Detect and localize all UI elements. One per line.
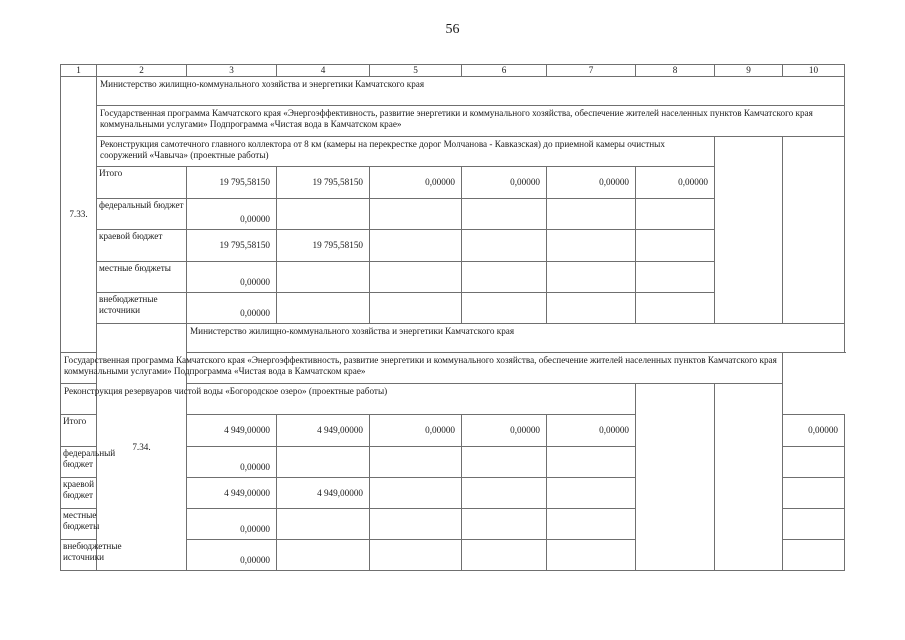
amount-cell [462,478,547,509]
amount-cell [547,509,636,540]
amount-cell [462,540,547,571]
amount-cell [370,478,462,509]
column-number: 3 [187,65,277,77]
funding-source-label: федеральный бюджет [97,199,187,230]
amount-cell: 19 795,58150 [277,230,370,262]
amount-cell [277,447,370,478]
amount-cell: 0,00000 [547,167,636,199]
amount-cell [783,447,845,478]
column-number: 8 [636,65,715,77]
amount-cell [462,262,547,293]
column-number: 7 [547,65,636,77]
amount-cell [370,230,462,262]
program-name: Государственная программа Камчатского края «Энергоэффективность, развитие энергетики и коммунального хозяйства, обеспечение жителей населенных пунктов Камчатского края коммунальными услугами» Подпрограмма «Чистая вода в Камчатском крае» [61,353,783,384]
amount-cell [277,262,370,293]
column-number: 5 [370,65,462,77]
column-number: 6 [462,65,547,77]
amount-cell: 4 949,00000 [187,415,277,447]
amount-cell [370,199,462,230]
project-name: Реконструкция самотечного главного коллектора от 8 км (камеры на перекрестке дорог Молчанова - Кавказская) до приемной камеры очистных сооружений «Чавыча» (проектные работы) [97,137,715,167]
amount-cell: 0,00000 [187,540,277,571]
amount-cell [277,540,370,571]
budget-table [60,64,845,571]
funding-source-label: Итого [61,415,97,447]
amount-cell: 4 949,00000 [277,415,370,447]
amount-cell: 4 949,00000 [277,478,370,509]
section-project-row [61,384,845,415]
amount-cell: 4 949,00000 [187,478,277,509]
amount-cell [636,199,715,230]
section-program-row [61,353,845,384]
page-number: 56 [445,22,460,37]
column-number: 10 [783,65,845,77]
funding-source-label: внебюджетные источники [61,540,97,571]
section-number: 7.34. [97,324,187,571]
amount-cell [462,447,547,478]
column-number: 9 [715,65,783,77]
amount-cell [370,447,462,478]
amount-cell [462,230,547,262]
column-number: 2 [97,65,187,77]
amount-cell: 0,00000 [370,415,462,447]
amount-cell [636,293,715,324]
amount-cell [370,509,462,540]
amount-cell [547,447,636,478]
amount-cell: 0,00000 [370,167,462,199]
amount-cell [547,199,636,230]
section-number: 7.33. [61,77,97,353]
amount-cell: 0,00000 [187,293,277,324]
amount-cell [462,509,547,540]
amount-cell [277,509,370,540]
amount-cell: 0,00000 [187,262,277,293]
column-10-cell [715,384,783,571]
funding-source-label: краевой бюджет [61,478,97,509]
section-ministry-row [61,77,845,106]
column-number-row [61,65,845,77]
amount-cell [783,478,845,509]
amount-cell: 19 795,58150 [277,167,370,199]
amount-cell [547,293,636,324]
amount-cell: 19 795,58150 [187,230,277,262]
amount-cell [636,230,715,262]
amount-cell [462,293,547,324]
section-project-row [61,137,845,167]
column-9-cell [636,384,715,571]
amount-cell [277,199,370,230]
ministry-name: Министерство жилищно-коммунального хозяйства и энергетики Камчатского края [97,77,845,106]
amount-cell [547,262,636,293]
amount-cell [370,293,462,324]
amount-cell: 0,00000 [636,167,715,199]
amount-cell: 0,00000 [462,167,547,199]
amount-cell [547,230,636,262]
amount-cell [370,262,462,293]
amount-cell [277,293,370,324]
ministry-name: Министерство жилищно-коммунального хозяйства и энергетики Камчатского края [187,324,845,353]
column-number: 1 [61,65,97,77]
amount-cell: 0,00000 [547,415,636,447]
amount-cell: 0,00000 [187,509,277,540]
amount-cell: 0,00000 [187,447,277,478]
amount-cell [783,540,845,571]
funding-source-label: федеральный бюджет [61,447,97,478]
program-name: Государственная программа Камчатского края «Энергоэффективность, развитие энергетики и коммунального хозяйства, обеспечение жителей населенных пунктов Камчатского края коммунальными услугами» Подпрограмма «Чистая вода в Камчатском крае» [97,106,845,137]
amount-cell: 0,00000 [462,415,547,447]
section-program-row [61,106,845,137]
amount-cell: 0,00000 [187,199,277,230]
amount-cell: 19 795,58150 [187,167,277,199]
amount-cell [783,509,845,540]
amount-cell [636,262,715,293]
funding-source-label: краевой бюджет [97,230,187,262]
funding-source-label: местные бюджеты [61,509,97,540]
funding-source-label: внебюджетные источники [97,293,187,324]
column-9-cell [715,137,783,324]
funding-source-label: Итого [97,167,187,199]
amount-cell: 0,00000 [783,415,845,447]
amount-cell [462,199,547,230]
amount-cell [547,540,636,571]
amount-cell [370,540,462,571]
project-name: Реконструкция резервуаров чистой воды «Богородское озеро» (проектные работы) [61,384,636,415]
column-number: 4 [277,65,370,77]
funding-source-label: местные бюджеты [97,262,187,293]
amount-cell [547,478,636,509]
section-ministry-row [61,324,845,353]
column-10-cell [783,137,845,324]
